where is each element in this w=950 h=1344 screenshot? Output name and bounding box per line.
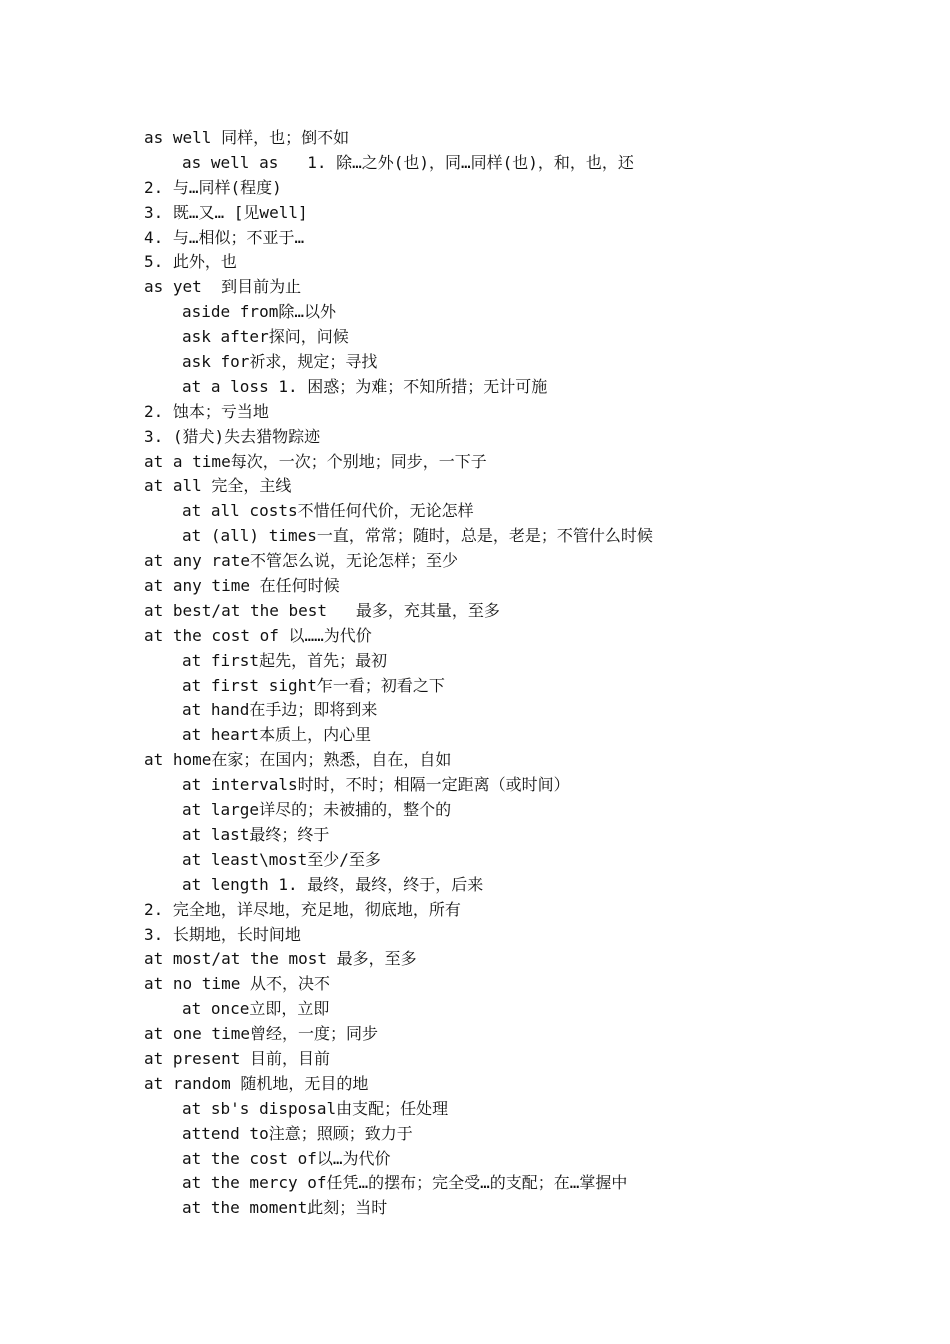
- vocabulary-line: 3. 长期地，长时间地: [144, 924, 301, 944]
- vocabulary-line: 4. 与…相似；不亚于…: [144, 227, 305, 247]
- vocabulary-line: at one time曾经，一度；同步: [144, 1024, 378, 1044]
- vocabulary-line: at random 随机地，无目的地: [144, 1073, 369, 1093]
- vocabulary-line: 2. 与…同样(程度): [144, 177, 282, 197]
- vocabulary-line: at length 1. 最终，最终，终于，后来: [182, 874, 484, 894]
- vocabulary-line: at home在家；在国内；熟悉，自在，自如: [144, 750, 452, 770]
- vocabulary-line: at sb's disposal由支配；任处理: [182, 1098, 449, 1118]
- vocabulary-line: as well 同样，也；倒不如: [144, 128, 350, 147]
- vocabulary-line: 3. 既…又… [见well]: [144, 202, 308, 222]
- vocabulary-line: at first起先，首先；最初: [182, 650, 388, 670]
- vocabulary-line: at any rate不管怎么说，无论怎样；至少: [144, 551, 458, 571]
- vocabulary-line: at a time每次，一次；个别地；同步，一下子: [144, 451, 487, 471]
- vocabulary-line: at a loss 1. 困惑；为难；不知所措；无计可施: [182, 376, 548, 396]
- vocabulary-line: at heart本质上，内心里: [182, 725, 372, 745]
- vocabulary-line: at large详尽的；未被捕的，整个的: [182, 800, 452, 820]
- vocabulary-line: at least\most至少/至多: [182, 849, 381, 869]
- vocabulary-line: at all 完全，主线: [144, 476, 292, 496]
- vocabulary-line: at best/at the best 最多，充其量，至多: [144, 600, 500, 620]
- vocabulary-line: at last最终；终于: [182, 824, 330, 844]
- vocabulary-line: at present 目前，目前: [144, 1048, 330, 1068]
- vocabulary-line: as well as 1. 除…之外(也)，同…同样(也)，和，也，还: [182, 152, 634, 172]
- vocabulary-line: at first sight乍一看；初看之下: [182, 675, 445, 695]
- vocabulary-line: as yet 到目前为止: [144, 277, 302, 297]
- vocabulary-line: at once立即，立即: [182, 999, 330, 1019]
- vocabulary-line: at the cost of以…为代价: [182, 1148, 391, 1168]
- vocabulary-line: at the moment此刻；当时: [182, 1198, 388, 1218]
- vocabulary-line: 5. 此外，也: [144, 252, 237, 272]
- vocabulary-line: at all costs不惜任何代价，无论怎样: [182, 501, 474, 521]
- vocabulary-line: at (all) times一直，常常；随时，总是，老是；不管什么时候: [182, 526, 653, 546]
- vocabulary-list: [144, 126, 864, 1221]
- vocabulary-line: aside from除…以外: [182, 302, 336, 322]
- vocabulary-line: ask after探问，问候: [182, 327, 349, 347]
- vocabulary-line: ask for祈求，规定；寻找: [182, 352, 378, 372]
- vocabulary-line: at the cost of 以……为代价: [144, 625, 372, 645]
- vocabulary-line: at the mercy of任凭…的摆布；完全受…的支配；在…掌握中: [182, 1173, 628, 1193]
- vocabulary-line: 3. (猎犬)失去猎物踪迹: [144, 426, 321, 446]
- vocabulary-line: 2. 蚀本；亏当地: [144, 401, 269, 421]
- vocabulary-line: at hand在手边；即将到来: [182, 700, 378, 720]
- vocabulary-line: at intervals时时，不时；相隔一定距离（或时间）: [182, 775, 570, 795]
- vocabulary-line: at most/at the most 最多，至多: [144, 949, 417, 969]
- vocabulary-line: 2. 完全地，详尽地，充足地，彻底地，所有: [144, 899, 461, 919]
- vocabulary-line: at no time 从不，决不: [144, 974, 330, 994]
- vocabulary-line: at any time 在任何时候: [144, 576, 340, 596]
- vocabulary-line: attend to注意；照顾；致力于: [182, 1123, 413, 1143]
